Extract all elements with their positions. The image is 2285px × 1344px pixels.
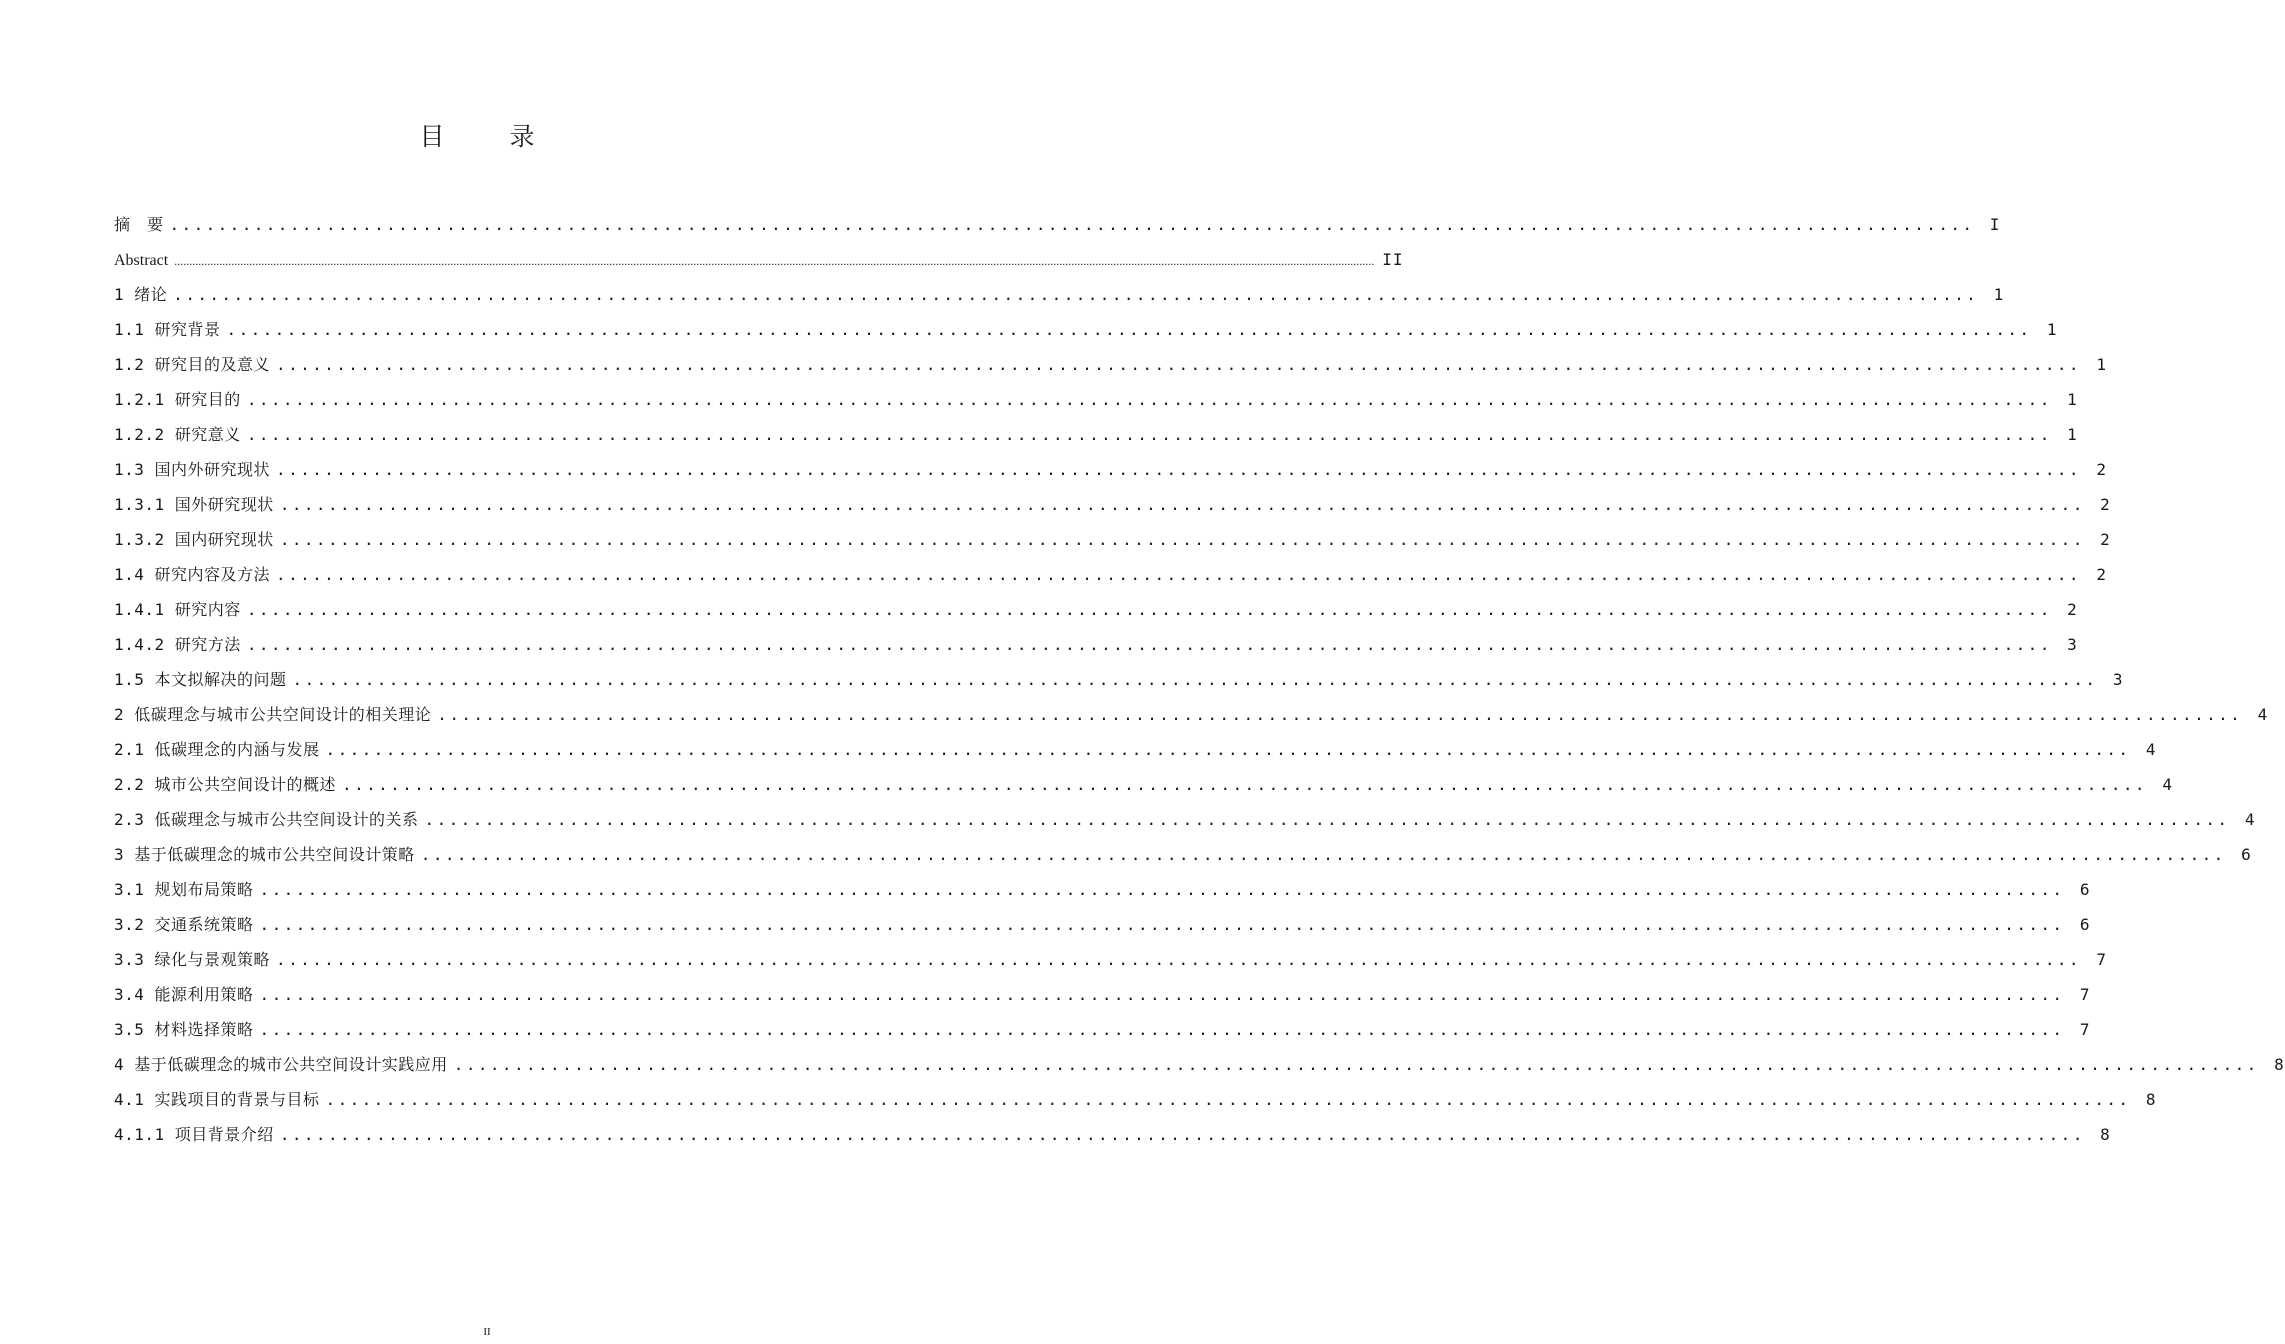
toc-entry-page: 7 bbox=[2079, 985, 2091, 1004]
toc-entry-label: 3.1 规划布局策略 bbox=[114, 880, 254, 899]
toc-entry-page: 2 bbox=[2100, 530, 2111, 549]
toc-entry-4-1-1[interactable] bbox=[114, 1117, 2111, 1152]
toc-entry-label: 3.2 交通系统策略 bbox=[114, 915, 254, 934]
toc-entry-1-5[interactable] bbox=[114, 662, 2124, 697]
toc-entry-abstract-cn[interactable] bbox=[114, 207, 2001, 242]
toc-entry-page: 2 bbox=[2096, 460, 2107, 479]
toc-entry-1-4[interactable] bbox=[114, 557, 2107, 592]
toc-entry-label: 3.3 绿化与景观策略 bbox=[114, 950, 271, 969]
toc-leader-dots: ...................................................................................................................................................... bbox=[169, 215, 1975, 234]
toc-entry-label: 4 基于低碳理念的城市公共空间设计实践应用 bbox=[114, 1055, 448, 1074]
toc-entry-page: 8 bbox=[2145, 1090, 2157, 1109]
toc-leader-dots: ...................................................................................................................................................... bbox=[259, 1020, 2065, 1039]
toc-entry-1-3-1[interactable] bbox=[114, 487, 2111, 522]
toc-entry-page: 3 bbox=[2067, 635, 2078, 654]
toc-entry-1-2[interactable] bbox=[114, 347, 2107, 382]
toc-leader-dots: ...................................................................................................................................................... bbox=[279, 530, 2085, 549]
toc-entry-label: 1.2.1 研究目的 bbox=[114, 390, 241, 409]
toc-entry-abstract-en[interactable] bbox=[114, 242, 1404, 277]
toc-entry-4-1[interactable] bbox=[114, 1082, 2157, 1117]
toc-leader-dots: ...................................................................................................................................................... bbox=[259, 880, 2065, 899]
toc-entry-page: 1 bbox=[2096, 355, 2107, 374]
toc-entry-label: 1.4.1 研究内容 bbox=[114, 600, 241, 619]
toc-leader-dots: ...................................................................................................................................................... bbox=[342, 775, 2147, 794]
toc-leader-dots: ................................................................................................................................................................................................................................................................................................................................................................................................................ bbox=[174, 254, 1375, 268]
toc-leader-dots: ...................................................................................................................................................... bbox=[279, 1125, 2085, 1144]
toc-leader-dots: ...................................................................................................................................................... bbox=[276, 460, 2081, 479]
toc-entry-page: 4 bbox=[2244, 810, 2256, 829]
toc-entry-label: 1.3.2 国内研究现状 bbox=[114, 530, 274, 549]
toc-entry-3-1[interactable] bbox=[114, 872, 2091, 907]
toc-entry-page: I bbox=[1989, 215, 2001, 234]
toc-entry-2-2[interactable] bbox=[114, 767, 2173, 802]
toc-leader-dots: ...................................................................................................................................................... bbox=[453, 1055, 2259, 1074]
toc-leader-dots: ...................................................................................................................................................... bbox=[226, 320, 2032, 339]
toc-entry-page: 8 bbox=[2274, 1055, 2285, 1074]
toc-entry-page: 7 bbox=[2079, 1020, 2091, 1039]
toc-entry-page: 4 bbox=[2145, 740, 2157, 759]
toc-entry-chapter-1[interactable] bbox=[114, 277, 2005, 312]
toc-leader-dots: ...................................................................................................................................................... bbox=[424, 810, 2230, 829]
toc-entry-label: 1.4 研究内容及方法 bbox=[114, 565, 271, 584]
toc-entry-label: 2 低碳理念与城市公共空间设计的相关理论 bbox=[114, 705, 432, 724]
toc-entry-page: 1 bbox=[2067, 390, 2078, 409]
toc-entry-3-4[interactable] bbox=[114, 977, 2091, 1012]
toc-entry-label: 2.1 低碳理念的内涵与发展 bbox=[114, 740, 320, 759]
toc-entry-1-4-2[interactable] bbox=[114, 627, 2078, 662]
toc-entry-label: 3.4 能源利用策略 bbox=[114, 985, 254, 1004]
toc-entry-page: 4 bbox=[2257, 705, 2269, 724]
toc-entry-page: 1 bbox=[1993, 285, 2005, 304]
toc-entry-1-2-1[interactable] bbox=[114, 382, 2078, 417]
toc-entry-page: 2 bbox=[2100, 495, 2111, 514]
toc-entry-page: 3 bbox=[2112, 670, 2124, 689]
toc-leader-dots: ...................................................................................................................................................... bbox=[276, 565, 2081, 584]
toc-entry-label: 1.3.1 国外研究现状 bbox=[114, 495, 274, 514]
toc-entry-1-4-1[interactable] bbox=[114, 592, 2078, 627]
toc-entry-label: 4.1.1 项目背景介绍 bbox=[114, 1125, 274, 1144]
toc-entry-page: 8 bbox=[2100, 1125, 2111, 1144]
toc-entry-page: 1 bbox=[2046, 320, 2058, 339]
toc-entry-chapter-2[interactable] bbox=[114, 697, 2269, 732]
toc-entry-label: 1.2 研究目的及意义 bbox=[114, 355, 271, 374]
toc-leader-dots: ...................................................................................................................................................... bbox=[437, 705, 2243, 724]
toc-entry-label: 4.1 实践项目的背景与目标 bbox=[114, 1090, 320, 1109]
toc-leader-dots: ...................................................................................................................................................... bbox=[276, 950, 2081, 969]
toc-leader-dots: ...................................................................................................................................................... bbox=[173, 285, 1979, 304]
toc-leader-dots: ...................................................................................................................................................... bbox=[246, 390, 2052, 409]
toc-leader-dots: ...................................................................................................................................................... bbox=[246, 600, 2052, 619]
toc-entry-label: 1 绪论 bbox=[114, 285, 168, 304]
toc-entry-2-3[interactable] bbox=[114, 802, 2256, 837]
toc-leader-dots: ...................................................................................................................................................... bbox=[279, 495, 2085, 514]
toc-entry-page: 1 bbox=[2067, 425, 2078, 444]
toc-entry-page: 6 bbox=[2241, 845, 2252, 864]
toc-entry-page: II bbox=[1382, 250, 1404, 269]
toc-entry-1-1[interactable] bbox=[114, 312, 2058, 347]
toc-leader-dots: ...................................................................................................................................................... bbox=[420, 845, 2226, 864]
toc-leader-dots: ...................................................................................................................................................... bbox=[246, 635, 2052, 654]
toc-leader-dots: ...................................................................................................................................................... bbox=[325, 1090, 2131, 1109]
toc-entry-1-2-2[interactable] bbox=[114, 417, 2078, 452]
toc-entry-label: 1.1 研究背景 bbox=[114, 320, 221, 339]
toc-entry-label: 摘 要 bbox=[114, 215, 164, 234]
toc-entry-3-3[interactable] bbox=[114, 942, 2107, 977]
toc-entry-3-5[interactable] bbox=[114, 1012, 2091, 1047]
toc-entry-label: 1.5 本文拟解决的问题 bbox=[114, 670, 287, 689]
toc-entry-page: 2 bbox=[2067, 600, 2078, 619]
toc-leader-dots: ...................................................................................................................................................... bbox=[259, 915, 2065, 934]
toc-entry-2-1[interactable] bbox=[114, 732, 2157, 767]
toc-leader-dots: ...................................................................................................................................................... bbox=[325, 740, 2131, 759]
toc-entry-page: 6 bbox=[2079, 880, 2091, 899]
toc-entry-page: 2 bbox=[2096, 565, 2107, 584]
toc-entry-page: 7 bbox=[2096, 950, 2107, 969]
toc-entry-label: 1.4.2 研究方法 bbox=[114, 635, 241, 654]
toc-entry-label: 2.2 城市公共空间设计的概述 bbox=[114, 775, 337, 794]
page-title: 目 录 bbox=[419, 122, 555, 151]
toc-entry-1-3-2[interactable] bbox=[114, 522, 2111, 557]
toc-leader-dots: ...................................................................................................................................................... bbox=[276, 355, 2081, 374]
toc-entry-3-2[interactable] bbox=[114, 907, 2091, 942]
toc-entry-label: Abstract bbox=[114, 252, 169, 269]
toc-leader-dots: ...................................................................................................................................................... bbox=[246, 425, 2052, 444]
toc-entry-page: 6 bbox=[2079, 915, 2091, 934]
page-footer-number: II bbox=[483, 1326, 491, 1338]
toc-entry-chapter-4[interactable] bbox=[114, 1047, 2285, 1082]
toc-entry-label: 3.5 材料选择策略 bbox=[114, 1020, 254, 1039]
toc-leader-dots: ...................................................................................................................................................... bbox=[259, 985, 2065, 1004]
toc-entry-page: 4 bbox=[2162, 775, 2173, 794]
toc-entry-chapter-3[interactable] bbox=[114, 837, 2252, 872]
toc-entry-label: 1.2.2 研究意义 bbox=[114, 425, 241, 444]
toc-entry-label: 1.3 国内外研究现状 bbox=[114, 460, 271, 479]
toc-list bbox=[114, 207, 2285, 1152]
toc-entry-label: 3 基于低碳理念的城市公共空间设计策略 bbox=[114, 845, 415, 864]
toc-leader-dots: ...................................................................................................................................................... bbox=[292, 670, 2098, 689]
toc-entry-1-3[interactable] bbox=[114, 452, 2107, 487]
toc-entry-label: 2.3 低碳理念与城市公共空间设计的关系 bbox=[114, 810, 419, 829]
